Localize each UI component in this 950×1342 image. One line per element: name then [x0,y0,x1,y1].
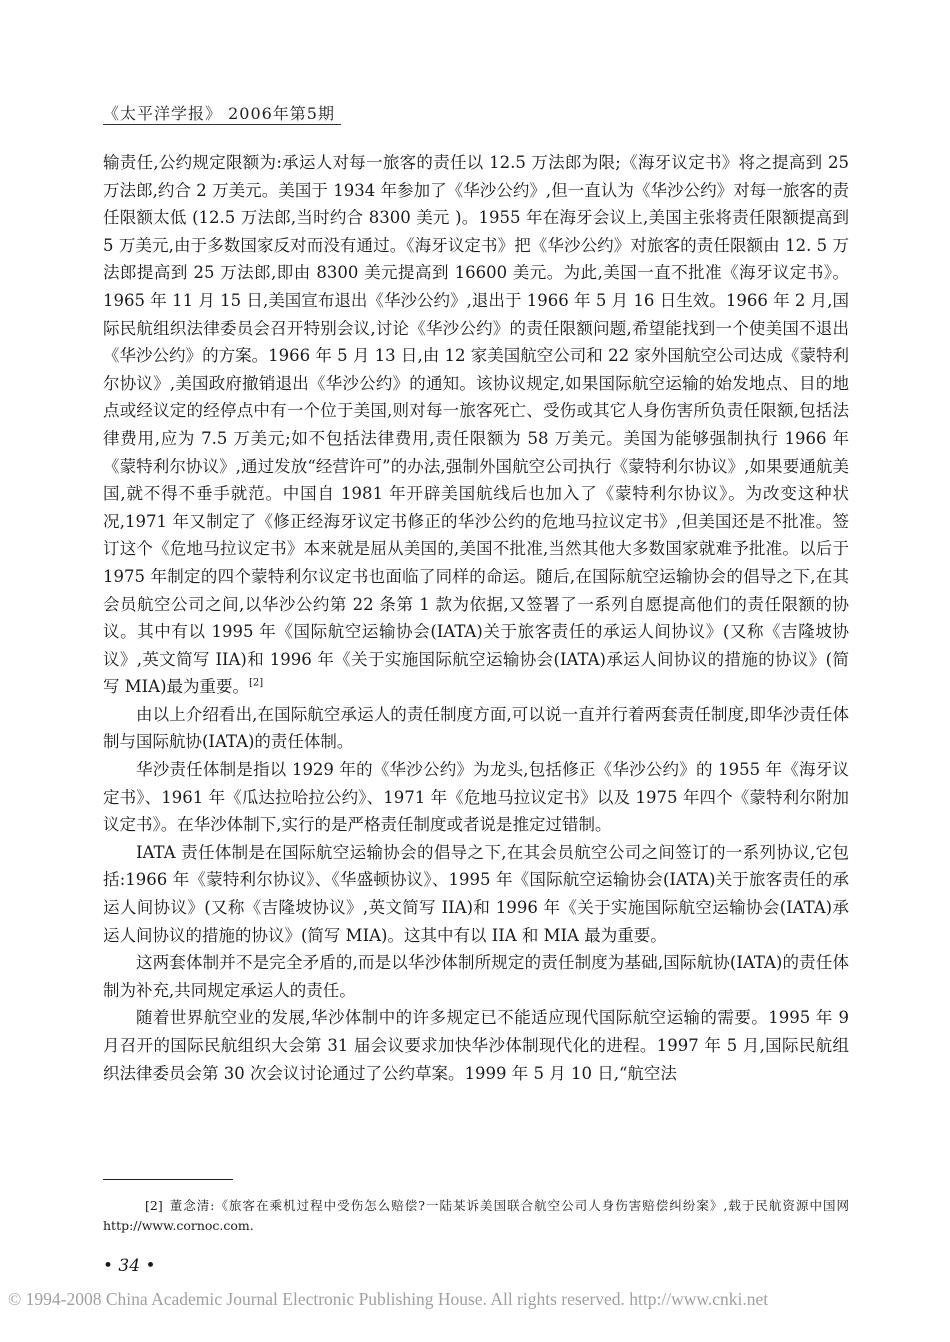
footnote-text: 董念清:《旅客在乘机过程中受伤怎么赔偿?一陆某诉美国联合航空公司人身伤害赔偿纠纷案》,载于民航资源中国网 http://www.cornoc.com. [103,1198,849,1233]
header-rule [103,124,341,125]
footnote-rule [103,1179,233,1180]
footnote-reference[interactable]: [2] [249,677,264,689]
body-paragraph: 由以上介绍看出,在国际航空承运人的责任制度方面,可以说一直并行着两套责任制度,即华沙责任体制与国际航协(IATA)的责任体制。 [103,704,849,752]
article-body [103,149,849,1087]
footnote [103,1196,849,1236]
footnote-number: [2] [145,1198,163,1213]
body-paragraph: IATA 责任体制是在国际航空运输协会的倡导之下,在其会员航空公司之间签订的一系列协议,它包括:1966 年《蒙特利尔协议》、《华盛顿协议》、1995 年《国际航空运输协会(IATA)关于旅客责任的承运人间协议》(又称《吉隆坡协议》,英文简写 IIA)和 1996 年《关于实施国际航空运输协会(IATA)承运人间协议的措施的协议》(简写 MIA)。这其中有以 IIA 和 MIA 最为重要。 [103,842,849,945]
body-paragraph: 输责任,公约规定限额为:承运人对每一旅客的责任以 12.5 万法郎为限;《海牙议定书》将之提高到 25 万法郎,约合 2 万美元。美国于 1934 年参加了《华沙公约》,但一直认为《华沙公约》对每一旅客的责任限额太低 (12.5 万法郎,当时约合 8300 美元 )。1955 年在海牙会议上,美国主张将责任限额提高到 5 万美元,由于多数国家反对而没有通过。《海牙议定书》把《华沙公约》对旅客的责任限额由 12. 5 万法郎提高到 25 万法郎,即由 8300 美元提高到 16600 美元。为此,美国一直不批准《海牙议定书》。1965 年 11 月 15 日,美国宣布退出《华沙公约》,退出于 1966 年 5 月 16 日生效。1966 年 2 月,国际民航组织法律委员会召开特别会议,讨论《华沙公约》的责任限额问题,希望能找到一个使美国不退出《华沙公约》的方案。1966 年 5 月 13 日,由 12 家美国航空公司和 22 家外国航空公司达成《蒙特利尔协议》,美国政府撤销退出《华沙公约》的通知。该协议规定,如果国际航空运输的始发地点、目的地点或经议定的经停点中有一个位于美国,则对每一旅客死亡、受伤或其它人身伤害所负责任限额,包括法律费用,应为 7.5 万美元;如不包括法律费用,责任限额为 58 万美元。美国为能够强制执行 1966 年《蒙特利尔协议》,通过发放“经营许可”的办法,强制外国航空公司执行《蒙特利尔协议》,如果要通航美国,就不得不垂手就范。中国自 1981 年开辟美国航线后也加入了《蒙特利尔协议》。为改变这种状况,1971 年又制定了《修正经海牙议定书修正的华沙公约的危地马拉议定书》,但美国还是不批准。签订这个《危地马拉议定书》本来就是屈从美国的,美国不批准,当然其他大多数国家就难予批准。以后于 1975 年制定的四个蒙特利尔议定书也面临了同样的命运。随后,在国际航空运输协会的倡导之下,在其会员航空公司之间,以华沙公约第 22 条第 1 款为依据,又签署了一系列自愿提高他们的责任限额的协议。其中有以 1995 年《国际航空运输协会(IATA)关于旅客责任的承运人间协议》(又称《吉隆坡协议》,英文简写 IIA)和 1996 年《关于实施国际航空运输协会(IATA)承运人间协议的措施的协议》(简写 MIA)最为重要。[2] [103,153,849,697]
body-paragraph: 这两套体制并不是完全矛盾的,而是以华沙体制所规定的责任制度为基础,国际航协(IATA)的责任体制为补充,共同规定承运人的责任。 [103,953,849,1000]
body-paragraph: 随着世界航空业的发展,华沙体制中的许多规定已不能适应现代国际航空运输的需要。1995 年 9 月召开的国际民航组织大会第 31 届会议要求加快华沙体制现代化的进程。1997 年 5 月,国际民航组织法律委员会第 30 次会议讨论通过了公约草案。1999 年 5 月 10 日,“航空法 [103,1008,849,1083]
body-paragraph: 华沙责任体制是指以 1929 年的《华沙公约》为龙头,包括修正《华沙公约》的 1955 年《海牙议定书》、1961 年《瓜达拉哈拉公约》、1971 年《危地马拉议定书》以及 1975 年四个《蒙特利尔附加议定书》。在华沙体制下,实行的是严格责任制度或者说是推定过错制。 [103,760,849,835]
page-number: • 34 • [103,1256,156,1276]
running-header: 《太平洋学报》 2006年第5期 [103,104,335,123]
copyright-watermark: © 1994-2008 China Academic Journal Electronic Publishing House. All rights reserved. http://www.cnki.net [8,1289,769,1309]
